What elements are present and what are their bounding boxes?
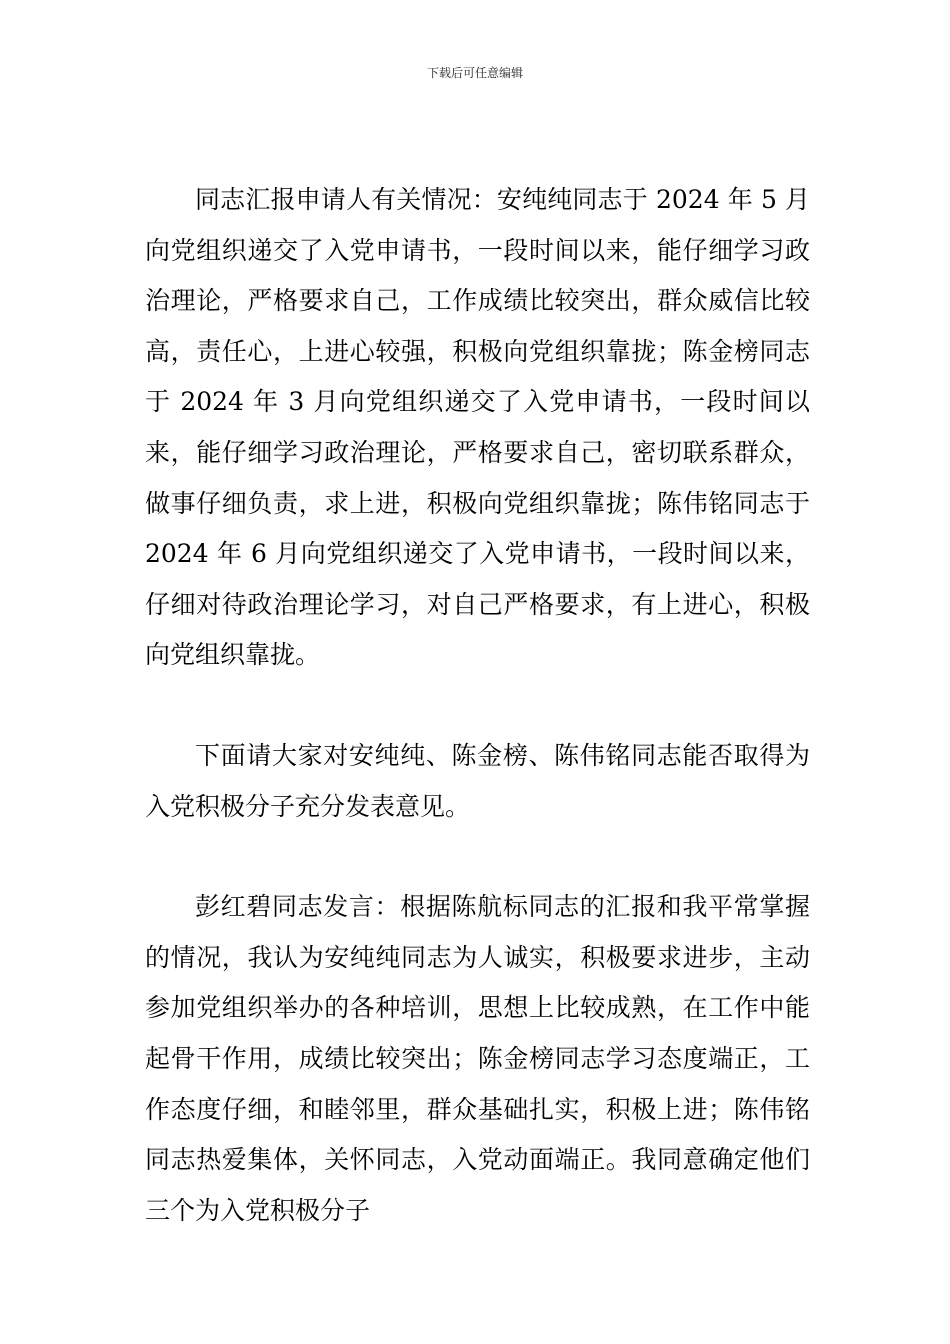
page-header-note: 下载后可任意编辑	[426, 66, 523, 80]
paragraph-invitation: 下面请大家对安纯纯、陈金榜、陈伟铭同志能否取得为入党积极分子充分发表意见。	[145, 740, 810, 821]
document-body	[145, 175, 810, 1236]
paragraph-report: 同志汇报申请人有关情况：安纯纯同志于 2024 年 5 月向党组织递交了入党申请书，一段时间以来，能仔细学习政治理论，严格要求自己，工作成绩比较突出，群众威信比较高，责任心，上进心较强，积极向党组织靠拢；陈金榜同志于 2024 年 3 月向党组织递交了入党申请书，一段时间以来，能仔细学习政治理论，严格要求自己，密切联系群众，做事仔细负责，求上进，积极向党组织靠拢；陈伟铭同志于 2024 年 6 月向党组织递交了入党申请书，一段时间以来，仔细对待政治理论学习，对自己严格要求，有上进心，积极向党组织靠拢。	[145, 185, 810, 670]
paragraph-speech: 彭红碧同志发言：根据陈航标同志的汇报和我平常掌握的情况，我认为安纯纯同志为人诚实，积极要求进步，主动参加党组织举办的各种培训，思想上比较成熟，在工作中能起骨干作用，成绩比较突出；陈金榜同志学习态度端正，工作态度仔细，和睦邻里，群众基础扎实，积极上进；陈伟铭同志热爱集体，关怀同志，入党动面端正。我同意确定他们三个为入党积极分子	[145, 892, 810, 1225]
